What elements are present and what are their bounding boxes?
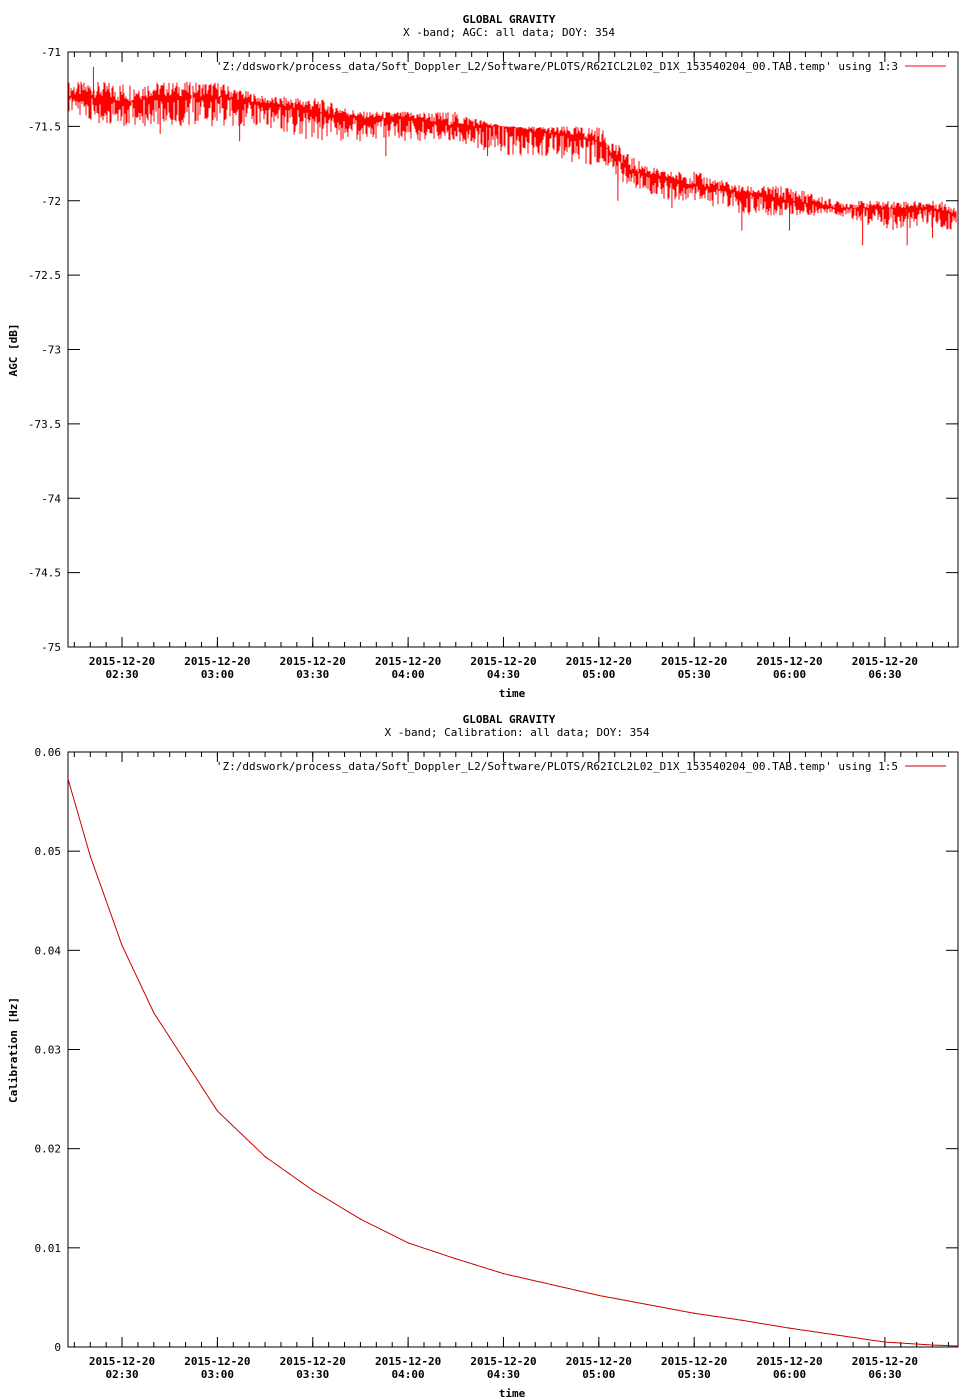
- plot-area: [35, 746, 959, 1381]
- x-tick-label-date: 2015-12-20: [374, 1355, 442, 1368]
- series-point: [121, 945, 122, 946]
- y-axis-label: AGC [dB]: [7, 323, 20, 377]
- series-point: [646, 1304, 647, 1305]
- series-point: [408, 1242, 409, 1243]
- y-tick-label: -75: [41, 641, 61, 654]
- series-trace: [69, 82, 956, 230]
- y-tick-label: -72: [41, 194, 61, 208]
- x-tick-label-time: 04:00: [391, 1368, 425, 1381]
- x-tick-label-date: 2015-12-20: [470, 1355, 537, 1368]
- y-tick-label: -74.5: [27, 566, 61, 580]
- x-tick-label-date: 2015-12-20: [851, 1355, 919, 1368]
- x-tick-label-date: 2015-12-20: [184, 1355, 251, 1368]
- series-point: [217, 1110, 218, 1111]
- series-point: [90, 856, 91, 857]
- series-point: [694, 1313, 695, 1314]
- series-point: [153, 1012, 154, 1013]
- series-point: [455, 1258, 456, 1259]
- y-tick-label: 0: [54, 1341, 61, 1354]
- y-tick-label: 0.06: [34, 746, 61, 759]
- y-tick-label: -73.5: [27, 417, 61, 431]
- plot-area: [28, 46, 958, 681]
- x-tick-label-date: 2015-12-20: [88, 1355, 156, 1368]
- legend-label: 'Z:/ddswork/process_data/Soft_Doppler_L2/Software/PLOTS/R62ICL2L02_D1X_153540204_00.TAB.temp' using 1:5: [215, 760, 898, 773]
- x-tick-label-date: 2015-12-20: [661, 655, 728, 668]
- chart-subtitle: X -band; AGC: all data; DOY: 354: [403, 26, 615, 39]
- x-tick-label-time: 03:30: [296, 1368, 330, 1381]
- x-tick-label-time: 06:00: [772, 1368, 807, 1381]
- series-point: [598, 1295, 599, 1296]
- x-tick-label-time: 05:00: [582, 1368, 616, 1381]
- x-tick-label-time: 03:30: [296, 668, 330, 681]
- x-tick-label-time: 02:30: [105, 668, 139, 681]
- y-tick-label: 0.05: [34, 845, 61, 859]
- x-tick-label-date: 2015-12-20: [565, 655, 632, 668]
- x-tick-label-date: 2015-12-20: [756, 655, 823, 668]
- chart-subtitle: X -band; Calibration: all data; DOY: 354: [384, 726, 650, 739]
- x-tick-label-date: 2015-12-20: [565, 1355, 632, 1368]
- x-tick-label-date: 2015-12-20: [470, 655, 537, 668]
- x-tick-label-date: 2015-12-20: [88, 655, 156, 668]
- x-tick-label-time: 05:30: [677, 668, 711, 681]
- x-tick-label-time: 02:30: [105, 1368, 139, 1381]
- series-point: [884, 1341, 885, 1342]
- x-tick-label-time: 05:00: [582, 668, 616, 681]
- x-tick-label-time: 03:00: [200, 1368, 234, 1381]
- y-tick-label: -73: [41, 343, 61, 357]
- series-point: [551, 1284, 552, 1285]
- x-tick-label-time: 04:30: [486, 1368, 521, 1381]
- series-point: [837, 1335, 838, 1336]
- y-tick-label: -71: [41, 46, 61, 59]
- series-point: [741, 1320, 742, 1321]
- x-tick-label-date: 2015-12-20: [756, 1355, 823, 1368]
- x-tick-label-time: 03:00: [200, 668, 234, 681]
- y-tick-label: 0.02: [34, 1142, 61, 1156]
- y-tick-label: -74: [41, 492, 61, 506]
- calibration-chart-panel: [0, 700, 980, 1400]
- series-line: [68, 779, 958, 1346]
- x-tick-label-date: 2015-12-20: [851, 655, 919, 668]
- x-tick-label-date: 2015-12-20: [661, 1355, 728, 1368]
- x-tick-label-time: 04:30: [486, 668, 521, 681]
- y-tick-label: -72.5: [27, 269, 61, 283]
- series-point: [957, 1345, 958, 1346]
- x-tick-label-date: 2015-12-20: [374, 655, 442, 668]
- series-point: [932, 1344, 933, 1345]
- chart-title: GLOBAL GRAVITY: [462, 713, 556, 726]
- x-tick-label-time: 06:30: [868, 1368, 902, 1381]
- series-point: [360, 1218, 361, 1219]
- chart-title: GLOBAL GRAVITY: [462, 13, 556, 26]
- x-tick-label-time: 06:30: [868, 668, 902, 681]
- series-point: [789, 1328, 790, 1329]
- x-axis-label: time: [498, 687, 526, 700]
- x-axis-label: time: [498, 1387, 526, 1400]
- x-tick-label-date: 2015-12-20: [279, 1355, 346, 1368]
- calibration-chart: [0, 700, 980, 1400]
- x-tick-label-time: 06:00: [772, 668, 807, 681]
- x-tick-label-date: 2015-12-20: [184, 655, 251, 668]
- plot-frame: [68, 752, 958, 1347]
- series-point: [312, 1190, 313, 1191]
- x-tick-label-time: 04:00: [391, 668, 425, 681]
- y-axis-label: Calibration [Hz]: [7, 997, 20, 1103]
- series-point: [67, 778, 68, 779]
- x-tick-label-time: 05:30: [677, 1368, 711, 1381]
- y-tick-label: -71.5: [27, 120, 61, 134]
- legend-label: 'Z:/ddswork/process_data/Soft_Doppler_L2/Software/PLOTS/R62ICL2L02_D1X_153540204_00.TAB.temp' using 1:3: [215, 60, 898, 73]
- series-point: [503, 1273, 504, 1274]
- y-tick-label: 0.04: [34, 944, 61, 958]
- y-tick-label: 0.03: [34, 1043, 61, 1057]
- y-tick-label: 0.01: [34, 1241, 61, 1255]
- series-point: [264, 1156, 265, 1157]
- x-tick-label-date: 2015-12-20: [279, 655, 346, 668]
